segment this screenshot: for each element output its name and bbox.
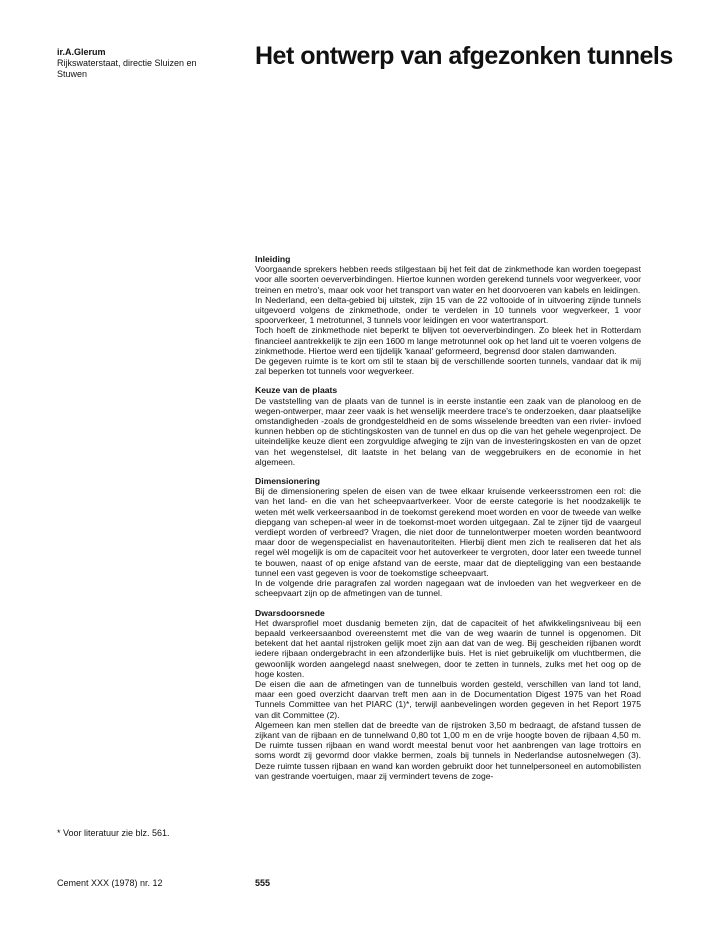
- article-body: [255, 254, 641, 790]
- author-name: ir.A.Glerum: [57, 47, 106, 57]
- section-heading: Keuze van de plaats: [255, 385, 338, 396]
- section-heading: Dimensionering: [255, 476, 320, 487]
- author-affiliation: Rijkswaterstaat, directie Sluizen en Stuwen: [57, 58, 197, 79]
- paragraph: Het dwarsprofiel moet dusdanig bemeten zijn, dat de capaciteit of het afwikkelingsniveau bij een bepaald verkeersaanbod overeenstemt met die van de weg waarin de tunnel is opgenomen. Dit betekent dat het aantal rijstroken gelijk moet zijn aan dat van de weg. Bij gescheiden rijbanen wordt iedere rijbaan ondergebracht in een afzonderlijke buis. Het is niet gebruikelijk om vluchtbermen, die gewoonlijk worden aangelegd naast snelwegen, door te zetten in tunnels, zulks met het oog op de hoge kosten.: [255, 617, 641, 679]
- paragraph: In de volgende drie paragrafen zal worden nagegaan wat de invloeden van het wegverkeer en de scheepvaart zijn op de afmetingen van de tunnel.: [255, 578, 641, 599]
- section-heading: Inleiding: [255, 254, 291, 264]
- author-block: [57, 47, 207, 80]
- article-title: Het ontwerp van afgezonken tunnels: [255, 42, 673, 70]
- paragraph: Voorgaande sprekers hebben reeds stilgestaan bij het feit dat de zinkmethode kan worden toegepast voor alle soorten oeververbindingen. Hiertoe kunnen worden gerekend tunnels voor wegverkeer, voor treinen en metro's, maar ook voor het transport van water en het doorvoeren van kabels en leidingen.: [255, 264, 641, 295]
- paragraph: De vaststelling van de plaats van de tunnel is in eerste instantie een zaak van de planoloog en de wegen-ontwerper, maar zeer vaak is het wenselijk meerdere trace's te onderzoeken, daar plaatselijke omstandigheden -zoals de grondgesteldheid en de soms wisselende breedten van een rivier- invloed kunnen hebben op de stichtingskosten van de tunnel en dus op die van het gehele wegenproject. De uiteindelijke keuze dient een zorgvuldige afweging te zijn van de investeringskosten en van de opzet van het wegenstelsel, dit laatste in het belang van de weggebruikers en de economie in het algemeen.: [255, 395, 641, 467]
- paragraph: Toch hoeft de zinkmethode niet beperkt te blijven tot oeververbindingen. Zo bleek het in Rotterdam financieel aantrekkelijk te zijn een 1600 m lange metrotunnel ook op het land uit te voeren volgens de zinkmethode. Hiertoe werd een tijdelijk 'kanaal' geformeerd, begrensd door stalen damwanden.: [255, 325, 641, 356]
- footnote: * Voor literatuur zie blz. 561.: [57, 828, 170, 838]
- page-number: 555: [255, 878, 271, 888]
- section-heading: Dwarsdoorsnede: [255, 607, 325, 618]
- paragraph: De eisen die aan de afmetingen van de tunnelbuis worden gesteld, verschillen van land tot land, maar een goed overzicht daarvan treft men aan in de Documentation Digest 1975 van het Road Tunnels Committee van het PIARC (1)*, terwijl aanbevelingen worden gegeven in het Report 1975 van dit Committee (2).: [255, 678, 641, 720]
- paragraph: In Nederland, een delta-gebied bij uitstek, zijn 15 van de 22 voltooide of in uitvoering zijnde tunnels uitgevoerd volgens de zinkmethode, onder te verdelen in 10 tunnels voor wegverkeer, 1 voor spoorverkeer, 1 metrotunnel, 3 tunnels voor leidingen en voor watertransport.: [255, 294, 641, 326]
- paragraph: Algemeen kan men stellen dat de breedte van de rijstroken 3,50 m bedraagt, de afstand tussen de zijkant van de rijbaan en de tunnelwand 0,80 tot 1,00 m en de vrije hoogte boven de rijbaan 4,50 m. De ruimte tussen rijbaan en wand wordt meestal benut voor het aanbrengen van lage trottoirs en soms wordt zij gevormd door vlakke bermen, zoals bij tunnels in Nederlandse autosnelwegen (3). Deze ruimte tussen rijbaan en wand kan worden gebruikt door het tunnelpersoneel en automobilisten van gestrande voertuigen, maar zij vermindert tevens de zoge-: [255, 719, 641, 781]
- section-inleiding: [255, 254, 641, 376]
- paragraph: Bij de dimensionering spelen de eisen van de twee elkaar kruisende verkeersstromen een rol: die van het land- en die van het scheepvaartverkeer. Voor de eerste categorie is het noodzakelijk te weten mét welk verkeersaanbod in de toekomst gerekend moet worden en voor de tweede van welke diepgang van schepen-al weer in de toekomst-moet worden uitgegaan. Zal te zijner tijd de vaargeul verdiept worden of verbreed? Vragen, die niet door de tunnelontwerper moeten worden beantwoord maar door de wegenspecialist en havenautoriteiten. Hierbij dient men zich te realiseren dat het als regel wèl mogelijk is om de capaciteit voor het autoverkeer te vergroten, door later een tweede tunnel te bouwen, naast of op enige afstand van de eerste, maar dat de diepteligging van een bestaande tunnel een vast gegeven is voor de toekomstige scheepvaart.: [255, 486, 641, 578]
- section-dwarsdoorsnede: [255, 608, 641, 781]
- paragraph: De gegeven ruimte is te kort om stil te staan bij de verschillende soorten tunnels, vandaar dat ik mij zal beperken tot tunnels voor wegverkeer.: [255, 356, 641, 377]
- section-dimensionering: [255, 476, 641, 598]
- section-keuze-van-de-plaats: [255, 385, 641, 467]
- journal-reference: Cement XXX (1978) nr. 12: [57, 878, 163, 888]
